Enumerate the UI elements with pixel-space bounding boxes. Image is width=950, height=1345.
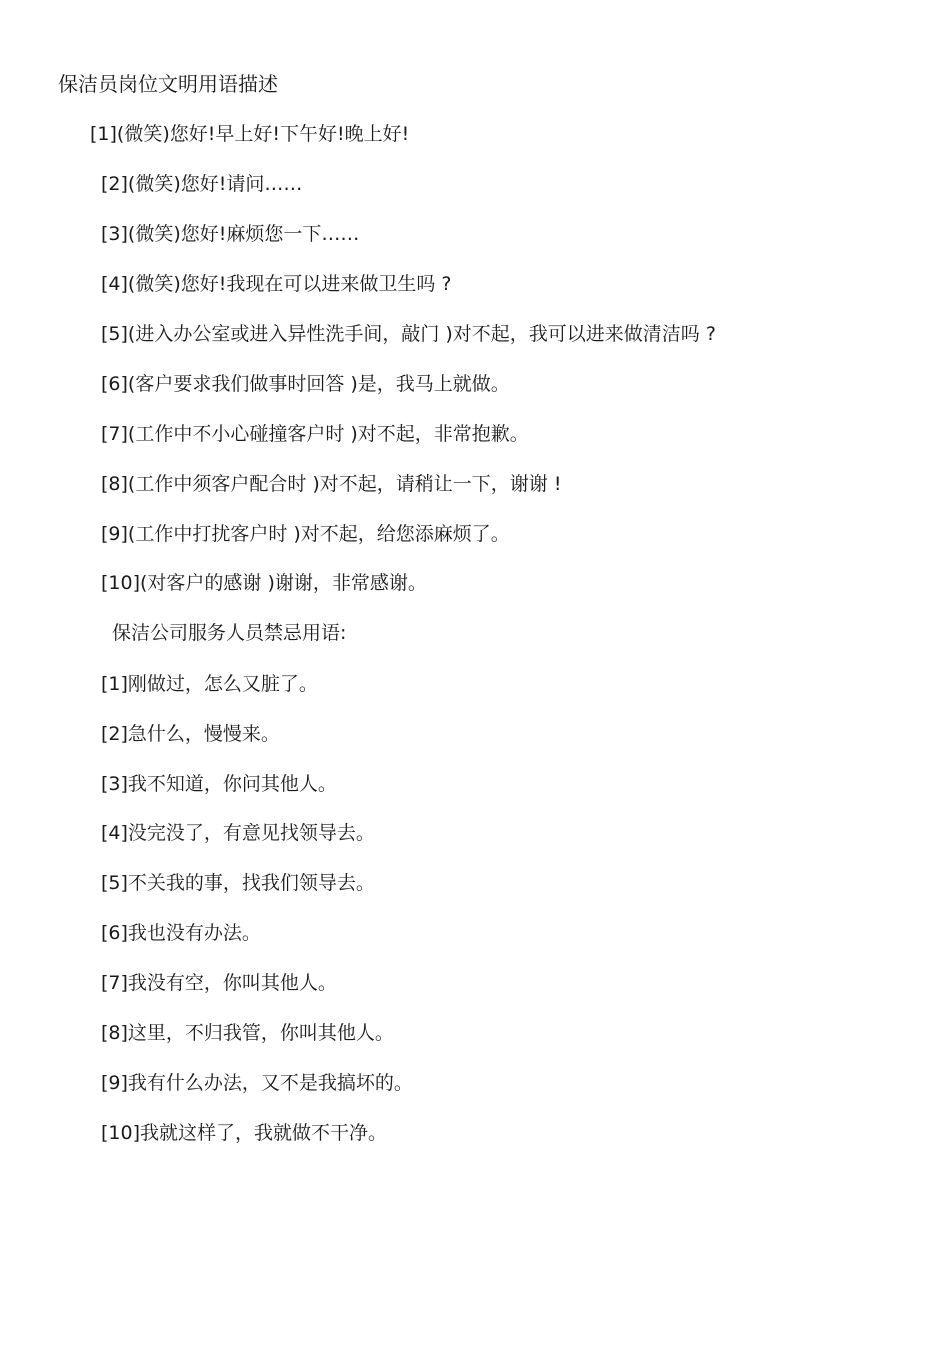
forbidden-phrase-8: [8]这里，不归我管，你叫其他人。	[101, 1022, 394, 1044]
polite-phrase-1: [1](微笑)您好!早上好!下午好!晚上好!	[90, 123, 410, 145]
document-title: 保洁员岗位文明用语描述	[58, 72, 278, 96]
polite-phrase-9: [9](工作中打扰客户时 )对不起，给您添麻烦了。	[101, 523, 510, 545]
polite-phrase-8: [8](工作中须客户配合时 )对不起，请稍让一下，谢谢 !	[101, 473, 562, 495]
forbidden-phrase-1: [1]刚做过，怎么又脏了。	[101, 673, 318, 695]
polite-phrase-6: [6](客户要求我们做事时回答 )是，我马上就做。	[101, 373, 510, 395]
polite-phrase-7: [7](工作中不小心碰撞客户时 )对不起，非常抱歉。	[101, 423, 529, 445]
forbidden-phrase-7: [7]我没有空，你叫其他人。	[101, 972, 337, 994]
forbidden-phrase-10: [10]我就这样了，我就做不干净。	[101, 1122, 388, 1144]
polite-phrase-4: [4](微笑)您好!我现在可以进来做卫生吗 ?	[101, 273, 452, 295]
forbidden-phrase-3: [3]我不知道，你问其他人。	[101, 773, 337, 795]
polite-phrase-3: [3](微笑)您好!麻烦您一下……	[101, 223, 360, 245]
forbidden-phrase-2: [2]急什么，慢慢来。	[101, 723, 280, 745]
forbidden-heading: 保洁公司服务人员禁忌用语:	[112, 622, 347, 644]
polite-phrase-5: [5](进入办公室或进入异性洗手间，敲门 )对不起，我可以进来做清洁吗 ?	[101, 323, 716, 345]
polite-phrase-2: [2](微笑)您好!请问……	[101, 173, 303, 195]
forbidden-phrase-9: [9]我有什么办法，又不是我搞坏的。	[101, 1072, 413, 1094]
polite-phrase-10: [10](对客户的感谢 )谢谢，非常感谢。	[101, 572, 427, 594]
forbidden-phrase-6: [6]我也没有办法。	[101, 922, 261, 944]
forbidden-phrase-5: [5]不关我的事，找我们领导去。	[101, 872, 375, 894]
forbidden-phrase-4: [4]没完没了，有意见找领导去。	[101, 822, 375, 844]
